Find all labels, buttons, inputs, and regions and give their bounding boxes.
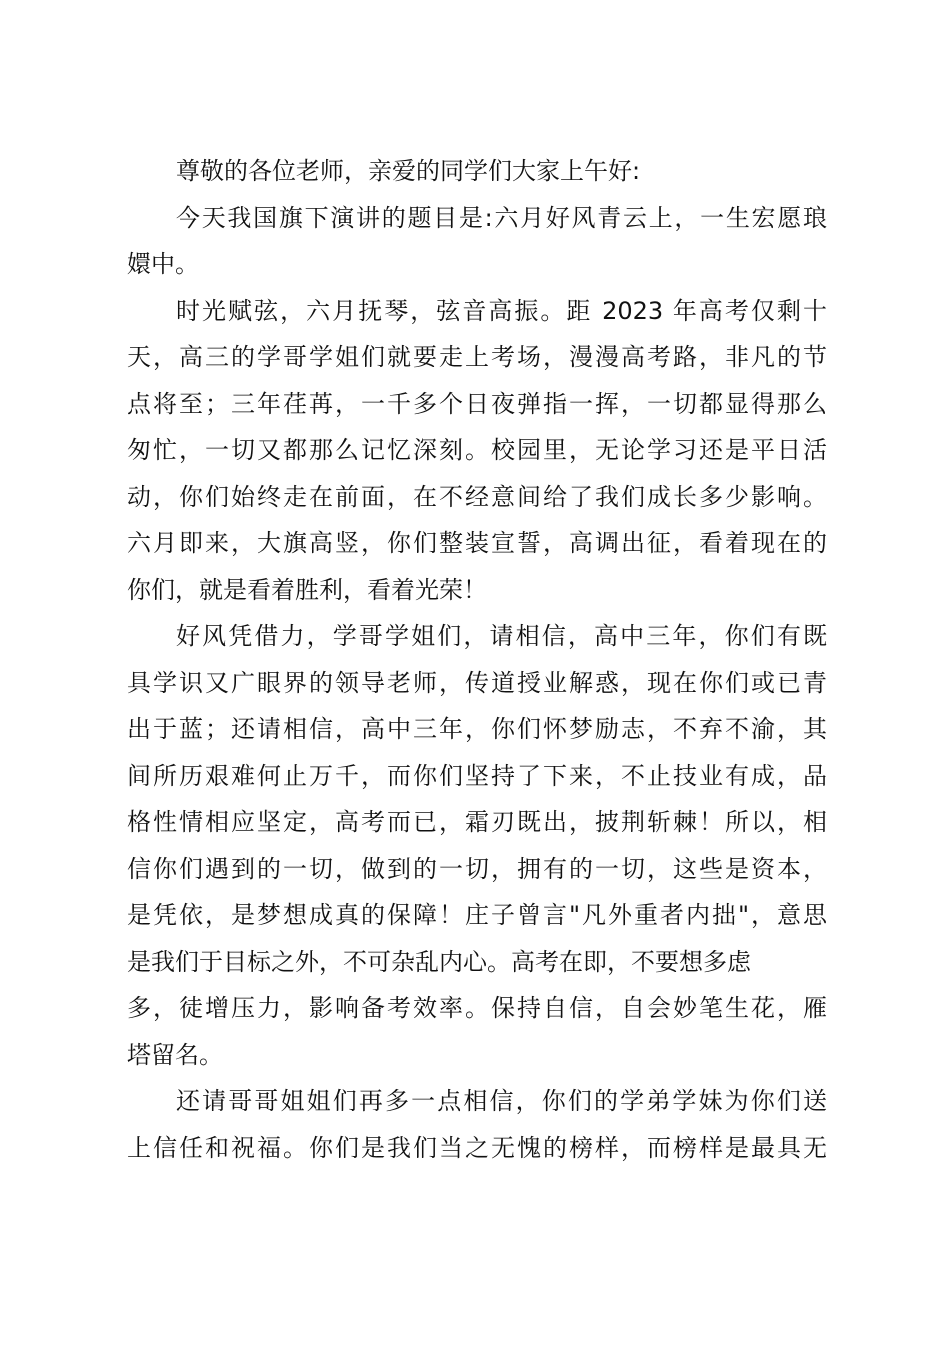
text-line: 你们，就是看着胜利，看着光荣！ — [127, 575, 487, 604]
text-line: 是凭依，是梦想成真的保障！庄子曾言"凡外重者内拙"，意思 — [127, 901, 827, 929]
body-paragraph-3 — [127, 1078, 827, 1171]
document-body — [127, 148, 827, 1171]
text-line: 六月即来，大旗高竖，你们整装宣誓，高调出征，看着现在的 — [127, 529, 827, 557]
body-paragraph-2 — [127, 613, 827, 1078]
text-line: 匆忙，一切又都那么记忆深刻。校园里，无论学习还是平日活 — [127, 436, 827, 464]
text-line: 天，高三的学哥学姐们就要走上考场，漫漫高考路，非凡的节 — [127, 343, 827, 371]
text-line: 多，徒增压力，影响备考效率。保持自信，自会妙笔生花，雁 — [127, 994, 827, 1022]
text-line: 尊敬的各位老师，亲爱的同学们大家上午好: — [176, 157, 641, 185]
text-line: 间所历艰难何止万千，而你们坚持了下来，不止技业有成，品 — [127, 761, 827, 790]
greeting-paragraph — [127, 148, 827, 195]
text-line: 时光赋弦，六月抚琴，弦音高振。距 2023 年高考仅剩十 — [176, 296, 827, 325]
text-line: 今天我国旗下演讲的题目是:六月好风青云上，一生宏愿琅 — [176, 203, 827, 232]
text-line: 是我们于目标之外，不可杂乱内心。高考在即，不要想多虑 — [127, 947, 751, 976]
text-line: 塔留名。 — [127, 1040, 223, 1069]
text-line: 动，你们始终走在前面，在不经意间给了我们成长多少影响。 — [127, 482, 827, 511]
text-line: 还请哥哥姐姐们再多一点相信，你们的学弟学妹为你们送 — [176, 1087, 827, 1115]
text-line: 具学识又广眼界的领导老师，传道授业解惑，现在你们或已青 — [127, 668, 827, 697]
text-line: 出于蓝；还请相信，高中三年，你们怀梦励志，不弃不渝，其 — [127, 715, 827, 743]
text-line: 点将至；三年荏苒，一千多个日夜弹指一挥，一切都显得那么 — [127, 389, 827, 418]
body-paragraph-1 — [127, 288, 827, 614]
text-line: 嬛中。 — [127, 250, 199, 278]
text-line: 上信任和祝福。你们是我们当之无愧的榜样，而榜样是最具无 — [127, 1133, 827, 1162]
text-line: 好风凭借力，学哥学姐们，请相信，高中三年，你们有既 — [176, 622, 827, 650]
text-line: 格性情相应坚定，高考而已，霜刃既出，披荆斩棘！所以，相 — [127, 808, 827, 836]
text-line: 信你们遇到的一切，做到的一切，拥有的一切，这些是资本， — [127, 854, 827, 883]
topic-paragraph — [127, 195, 827, 288]
